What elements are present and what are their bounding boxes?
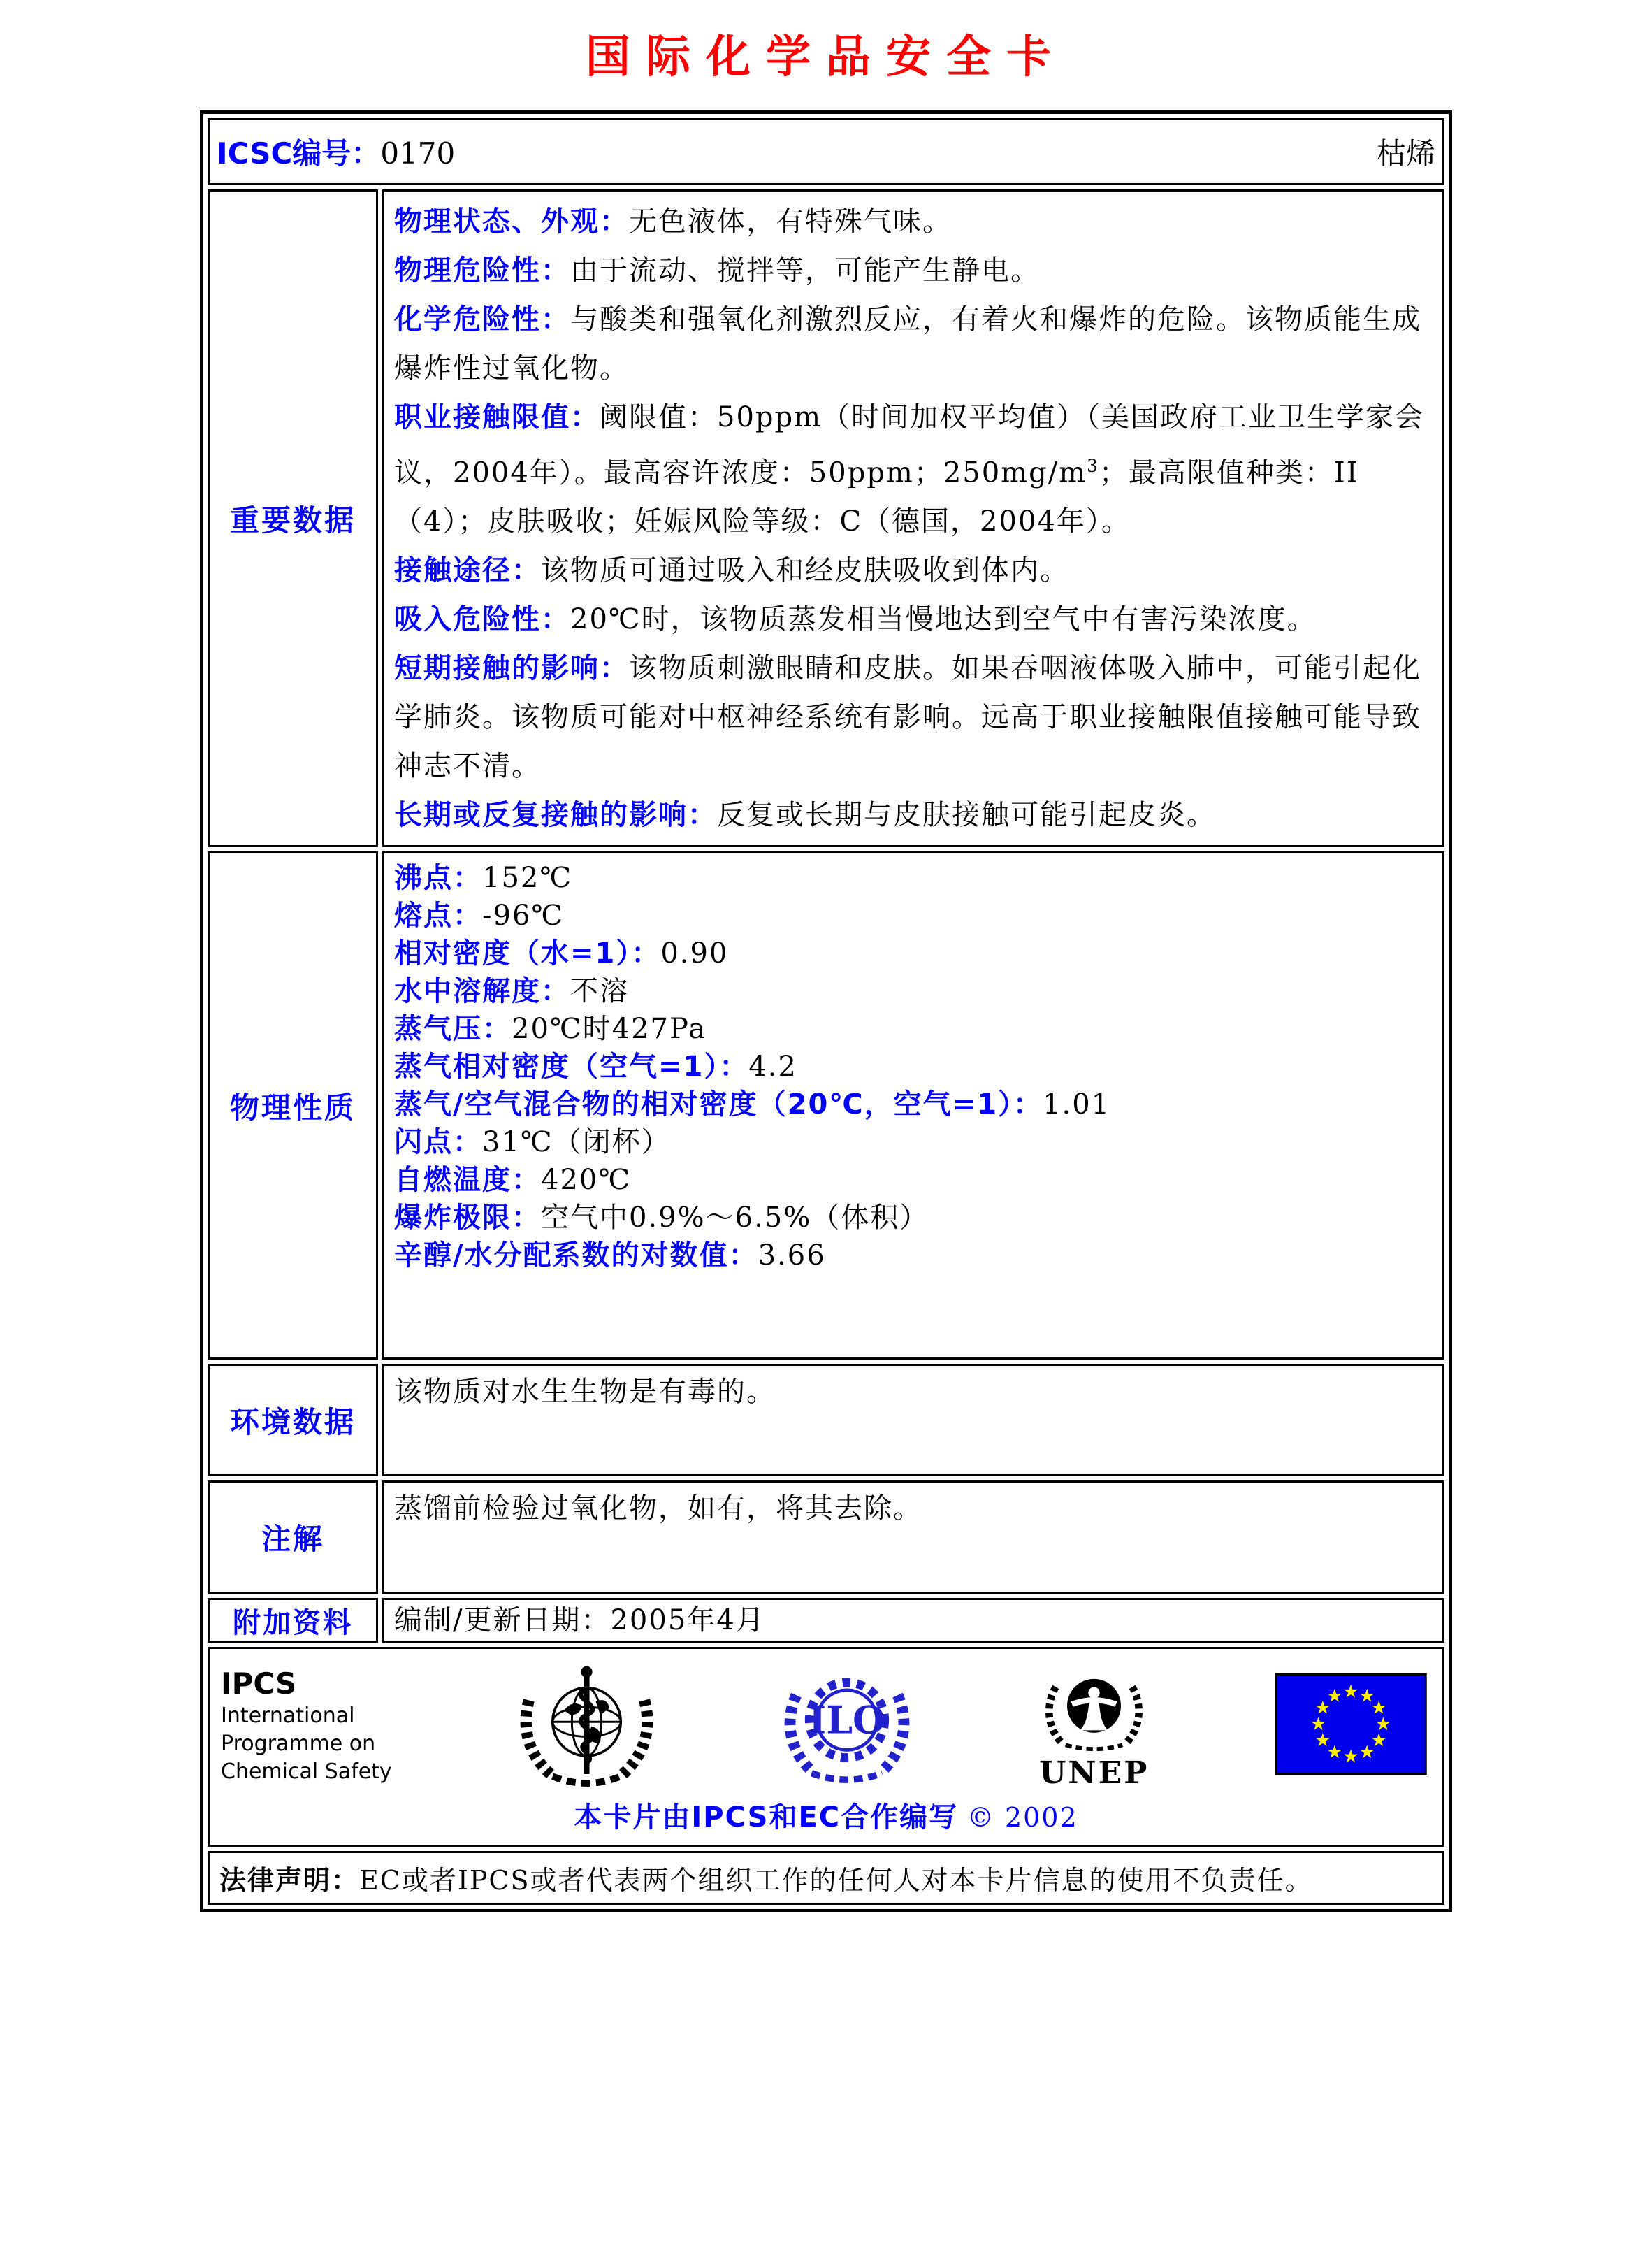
section-item-line: 职业接触限值：阈限值：50ppm（时间加权平均值）（美国政府工业卫生学家会议，2004年）。最高容许浓度：50ppm；$250mg/m^3$；最高限值种类：II（4）；皮肤吸收；妊娠风险等级：C（德国，2004年）。 <box>394 401 1425 538</box>
eu-flag-icon <box>1275 1673 1427 1778</box>
unep-wordmark: UNEP <box>1039 1755 1150 1792</box>
icsc-number-value: 0170 <box>380 136 456 171</box>
ipcs-acronym: IPCS <box>221 1666 297 1701</box>
environmental-data-label: 环境数据 <box>208 1364 378 1476</box>
section-item-line: 该物质对水生生物是有毒的。 <box>394 1376 776 1409</box>
important-data-content <box>382 189 1444 847</box>
section-item-line: 物理危险性：由于流动、搅拌等，可能产生静电。 <box>394 254 1040 287</box>
ipcs-line2: Programme on <box>221 1731 376 1757</box>
notes-label: 注解 <box>208 1480 378 1594</box>
physical-properties-content <box>382 851 1444 1360</box>
additional-info-row <box>208 1598 1444 1643</box>
section-item-line: 蒸气/空气混合物的相对密度（20℃，空气=1）：1.01 <box>394 1088 1111 1121</box>
environmental-data-row <box>208 1364 1444 1476</box>
icsc-header-cell <box>208 118 1444 185</box>
section-item-line: 相对密度（水=1）：0.90 <box>394 937 729 970</box>
section-item-line: 蒸馏前检验过氧化物，如有，将其去除。 <box>394 1492 922 1525</box>
section-item-line: 蒸气相对密度（空气=1）：4.2 <box>394 1051 797 1083</box>
credit-text: 本卡片由IPCS和EC合作编写 <box>574 1801 959 1834</box>
section-item-line: 接触途径：该物质可通过吸入和经皮肤吸收到体内。 <box>394 554 1069 587</box>
icsc-card <box>200 110 1452 1912</box>
icsc-number-group <box>217 131 455 173</box>
important-data-row <box>208 189 1444 847</box>
svg-text:ILO: ILO <box>809 1697 886 1743</box>
icsc-header-row <box>208 118 1444 185</box>
unep-logo-block <box>1036 1660 1152 1791</box>
section-item-line: 编制/更新日期：2005年4月 <box>394 1604 765 1637</box>
ipcs-text-block <box>221 1666 392 1787</box>
section-item-line: 沸点：152℃ <box>394 862 573 895</box>
ilo-logo-icon <box>781 1658 913 1794</box>
logos-row <box>208 1647 1444 1847</box>
section-item-line: 短期接触的影响：该物质刺激眼睛和皮肤。如果吞咽液体吸入肺中，可能引起化学肺炎。该物质可能对中枢神经系统有影响。远高于职业接触限值接触可能导致神志不清。 <box>394 652 1421 783</box>
legal-cell <box>208 1851 1444 1905</box>
section-item-line: 熔点：-96℃ <box>394 900 565 932</box>
who-logo-icon <box>515 1656 658 1795</box>
legal-row <box>208 1851 1444 1905</box>
section-item-line: 水中溶解度：不溶 <box>394 975 629 1008</box>
section-item-line: 辛醇/水分配系数的对数值：3.66 <box>394 1239 826 1272</box>
section-item-line: 吸入危险性：20℃时，该物质蒸发相当慢地达到空气中有害污染浓度。 <box>394 603 1317 636</box>
section-item-line: 闪点：31℃（闭杯） <box>394 1126 671 1159</box>
logos-cell <box>208 1647 1444 1847</box>
section-item-line: 蒸气压：20℃时427Pa <box>394 1013 707 1046</box>
unep-logo-icon <box>1036 1660 1152 1761</box>
important-data-label: 重要数据 <box>208 189 378 847</box>
section-item-line: 长期或反复接触的影响：反复或长期与皮肤接触可能引起皮炎。 <box>394 799 1216 832</box>
physical-properties-row <box>208 851 1444 1360</box>
section-item-line: 自燃温度：420℃ <box>394 1164 632 1197</box>
section-item-line: 化学危险性：与酸类和强氧化剂激烈反应，有着火和爆炸的危险。该物质能生成爆炸性过氧化物。 <box>394 303 1421 384</box>
legal-text: EC或者IPCS或者代表两个组织工作的任何人对本卡片信息的使用不负责任。 <box>359 1865 1313 1896</box>
credit-line <box>210 1795 1442 1835</box>
additional-info-label: 附加资料 <box>208 1598 378 1643</box>
credit-year: © 2002 <box>966 1802 1078 1833</box>
additional-info-content <box>382 1598 1444 1643</box>
ipcs-line3: Chemical Safety <box>221 1759 392 1785</box>
page-title: 国际化学品安全卡 <box>586 31 1066 83</box>
icsc-number-label: ICSC编号： <box>217 136 381 171</box>
notes-content <box>382 1480 1444 1594</box>
section-item-line: 爆炸极限：空气中0.9%～6.5%（体积） <box>394 1202 929 1234</box>
physical-properties-label: 物理性质 <box>208 851 378 1360</box>
environmental-data-content <box>382 1364 1444 1476</box>
chemical-name: 枯烯 <box>1376 136 1435 171</box>
ipcs-line1: International <box>221 1703 355 1729</box>
notes-row <box>208 1480 1444 1594</box>
logos-strip <box>210 1649 1442 1795</box>
section-item-line: 物理状态、外观：无色液体，有特殊气味。 <box>394 206 952 238</box>
legal-label: 法律声明： <box>219 1865 360 1896</box>
